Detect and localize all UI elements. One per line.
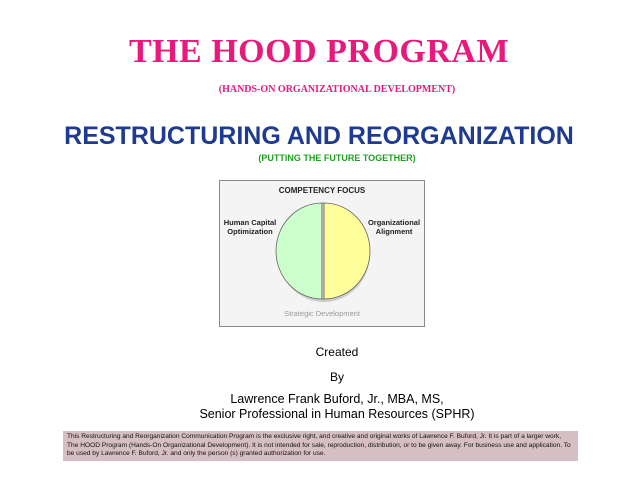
program-subtitle: (HANDS-ON ORGANIZATIONAL DEVELOPMENT) [218, 84, 456, 95]
pie-chart-graphic [220, 181, 424, 326]
program-title: THE HOOD PROGRAM [128, 33, 510, 70]
diagram-top-label: COMPETENCY FOCUS [278, 186, 366, 195]
pie-slice-human-capital [276, 203, 322, 299]
created-label: Created [315, 345, 359, 359]
section-subheading: (PUTTING THE FUTURE TOGETHER) [258, 153, 416, 163]
author-credential: Senior Professional in Human Resources (SPHR) [199, 407, 475, 421]
author-name: Lawrence Frank Buford, Jr., MBA, MS, [230, 392, 444, 406]
diagram-bottom-label: Strategic Development [284, 309, 360, 318]
by-label: By [329, 370, 344, 384]
diagram-left-label: Human Capital Optimization [223, 218, 277, 236]
copyright-notice: This Restructuring and Reorganization Communication Program is the exclusive right, and creative and original works of Lawrence F. Buford, Jr. It is part of a larger work, The HOOD Program (Hands-On Organizational Development). It is not intended for sale, reproduction, distribution, or to be given away. For business use and application. To be used by Lawrence F. Buford, Jr. and only the person (s) granted authorization for use. [63, 431, 578, 461]
pie-slice-strategic-development [322, 203, 324, 299]
competency-focus-diagram [219, 180, 425, 327]
diagram-right-label: Organizational Alignment [367, 218, 421, 236]
section-heading: RESTRUCTURING AND REORGANIZATION [64, 122, 574, 150]
